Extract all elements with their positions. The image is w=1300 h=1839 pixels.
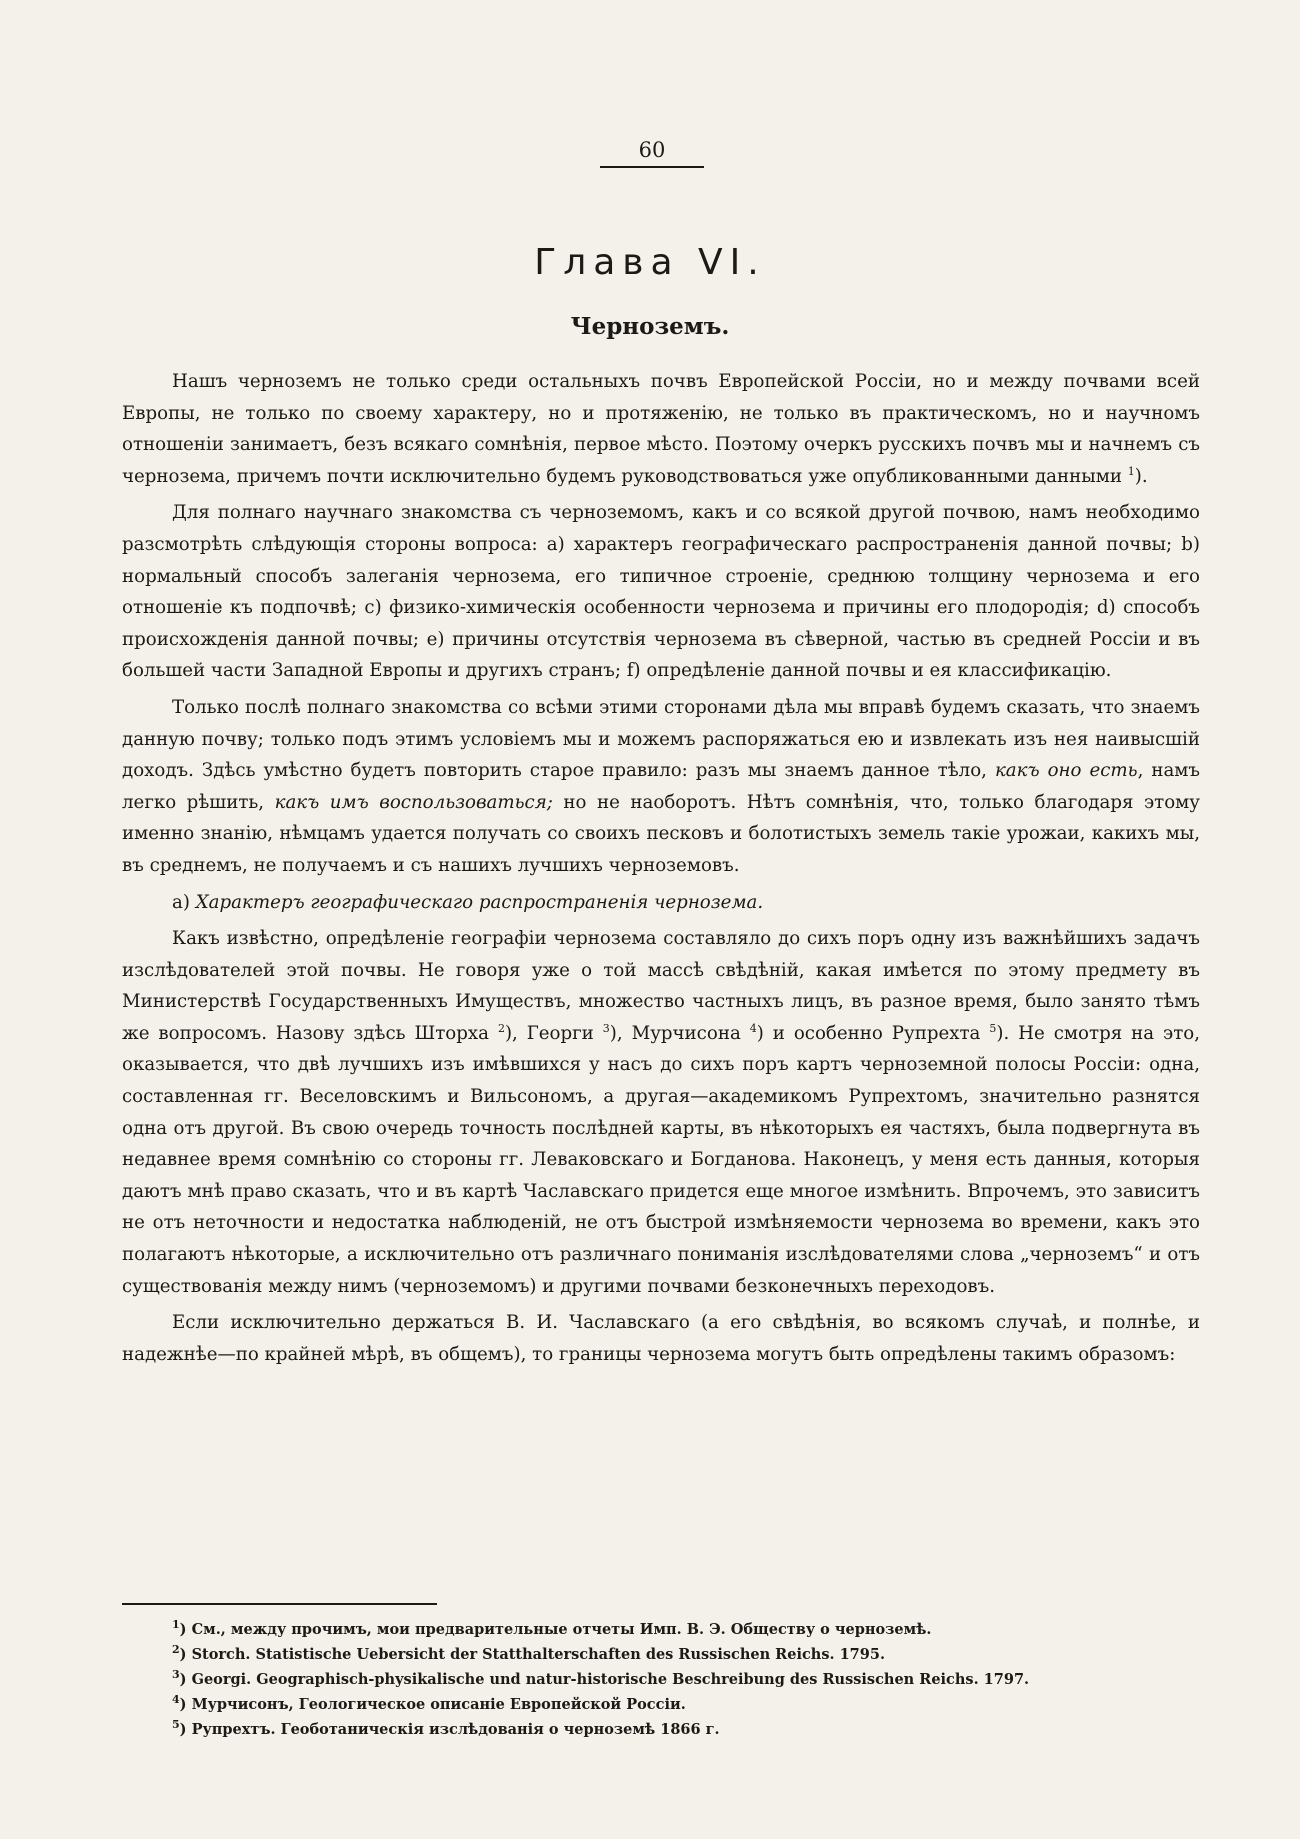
footnote-ref: 2 — [497, 1021, 505, 1035]
footnote-text: ) Рупрехтъ. Геоботаническія изслѣдованія о черноземѣ 1866 г. — [179, 1721, 720, 1738]
footnote — [172, 1692, 1192, 1717]
footnote-ref: 4 — [749, 1021, 757, 1035]
footnote — [172, 1667, 1192, 1692]
text-run: ), Георги — [504, 1022, 603, 1044]
footnote-mark: 3 — [172, 1668, 180, 1682]
footnote-mark: 2 — [172, 1643, 180, 1657]
footnote-text: ) См., между прочимъ, мои предварительные отчеты Имп. В. Э. Обществу о черноземѣ. — [179, 1621, 932, 1638]
subsection-heading — [122, 887, 1200, 919]
footnote — [172, 1617, 1192, 1642]
text-run: какъ оно есть — [994, 760, 1138, 782]
text-run: ), Мурчисона — [609, 1022, 750, 1044]
footnote-ref: 5 — [989, 1021, 997, 1035]
footnote-divider — [122, 1603, 437, 1605]
footnote — [172, 1717, 1192, 1742]
footnote-mark: 5 — [172, 1718, 180, 1732]
text-run: какъ имъ воспользоваться; — [274, 791, 553, 813]
footnote-ref: 1 — [1127, 464, 1135, 478]
paragraph — [122, 366, 1200, 492]
text-run: Только послѣ полнаго знакомства со всѣми этими сторонами дѣла мы вправѣ будемъ сказать, что знаемъ данную почву; только подъ этимъ условіемъ мы и можемъ распоряжаться ею и извлекать изъ нея наивысшій доходъ. Здѣсь умѣстно будетъ повторить старое правило: разъ мы знаемъ данное тѣло, — [122, 696, 1200, 782]
paragraph — [122, 692, 1200, 882]
footnotes — [172, 1617, 1192, 1742]
section-title: Черноземъ. — [570, 313, 730, 340]
chapter-title: Глава VI. — [534, 242, 766, 283]
text-run: ). — [1134, 465, 1148, 487]
text-run: Какъ извѣстно, опредѣленіе географіи чернозема составляло до сихъ поръ одну изъ важнѣйшихъ задачъ изслѣдователей этой почвы. Не говоря уже о той массѣ свѣдѣній, какая имѣется по этому предмету въ Министерствѣ Государственныхъ Имуществъ, множество частныхъ лицъ, въ разное время, было занято тѣмъ же вопросомъ. Назову здѣсь Шторха — [122, 928, 1200, 1044]
text-run: , намъ легко рѣшить, — [122, 760, 1201, 813]
text-run: Если исключительно держаться В. И. Чаславскаго (а его свѣдѣнія, во всякомъ случаѣ, и полнѣе, и надежнѣе—по крайней мѣрѣ, въ общемъ), то границы чернозема могутъ быть опредѣлены такимъ образомъ: — [122, 1312, 1200, 1365]
text-run: a) — [172, 891, 196, 913]
paragraph — [122, 1307, 1200, 1370]
footnote-mark: 1 — [172, 1618, 180, 1632]
footnote-ref: 3 — [602, 1021, 610, 1035]
paragraph — [122, 497, 1200, 687]
text-run: но не наоборотъ. Нѣтъ сомнѣнія, что, только благодаря этому именно знанію, нѣмцамъ удается получать со своихъ песковъ и болотистыхъ земель такіе урожаи, какихъ мы, въ среднемъ, не получаемъ и съ нашихъ лучшихъ черноземовъ. — [122, 791, 1200, 876]
footnote-text: ) Мурчисонъ, Геологическое описаніе Европейской Россіи. — [179, 1696, 686, 1713]
text-run: Нашъ черноземъ не только среди остальныхъ почвъ Европейской Россіи, но и между почвами всей Европы, не только по своему характеру, но и протяженію, не только въ практическомъ, но и научномъ отношеніи занимаетъ, безъ всякаго сомнѣнія, первое мѣсто. Поэтому очеркъ русскихъ почвъ мы и начнемъ съ чернозема, причемъ почти исключительно будемъ руководствоваться уже опубликованными данными — [122, 371, 1200, 487]
text-run: Характеръ географическаго распространенія чернозема. — [195, 891, 764, 913]
page-number: 60 — [600, 137, 704, 168]
footnote — [172, 1642, 1192, 1667]
footnote-text: ) Storch. Statistische Uebersicht der Statthalterschaften des Russischen Reichs. 1795. — [179, 1646, 885, 1663]
text-run: Для полнаго научнаго знакомства съ черноземомъ, какъ и со всякой другой почвою, намъ необходимо разсмотрѣть слѣдующія стороны вопроса: a) характеръ географическаго распространенія данной почвы; b) нормальный способъ залеганія чернозема, его типичное строеніе, среднюю толщину чернозема и его отношеніе къ подпочвѣ; c) физико-химическія особенности чернозема и причины его плодородія; d) способъ происхожденія данной почвы; e) причины отсутствія чернозема въ сѣверной, частью въ средней Россіи и въ большей части Западной Европы и другихъ странъ; f) опредѣленіе данной почвы и ея классификацію. — [122, 502, 1200, 682]
footnote-mark: 4 — [172, 1693, 180, 1707]
body-text — [122, 366, 1200, 1375]
footnote-text: ) Georgi. Geographisch-physikalische und natur-historische Beschreibung des Russischen Reichs. 1797. — [179, 1671, 1030, 1688]
text-run: ) и особенно Рупрехта — [756, 1022, 990, 1044]
paragraph — [122, 923, 1200, 1302]
text-run: ). Не смотря на это, оказывается, что двѣ лучшихъ изъ имѣвшихся у насъ до сихъ поръ картъ черноземной полосы Россіи: одна, составленная гг. Веселовскимъ и Вильсономъ, а другая—академикомъ Рупрехтомъ, значительно разнятся одна отъ другой. Въ свою очередь точность послѣдней карты, въ нѣкоторыхъ ея частяхъ, была подвергнута въ недавнее время сомнѣнію со стороны гг. Леваковскаго и Богданова. Наконецъ, у меня есть данныя, которыя даютъ мнѣ право сказать, что и въ картѣ Чаславскаго придется еще многое измѣнить. Впрочемъ, это зависитъ не отъ неточности и недостатка наблюденій, не отъ быстрой измѣняемости чернозема во времени, какъ это полагаютъ нѣкоторые, а исключительно отъ различнаго пониманія изслѣдователями слова „черноземъ“ и отъ существованія между нимъ (черноземомъ) и другими почвами безконечныхъ переходовъ. — [122, 1022, 1201, 1297]
